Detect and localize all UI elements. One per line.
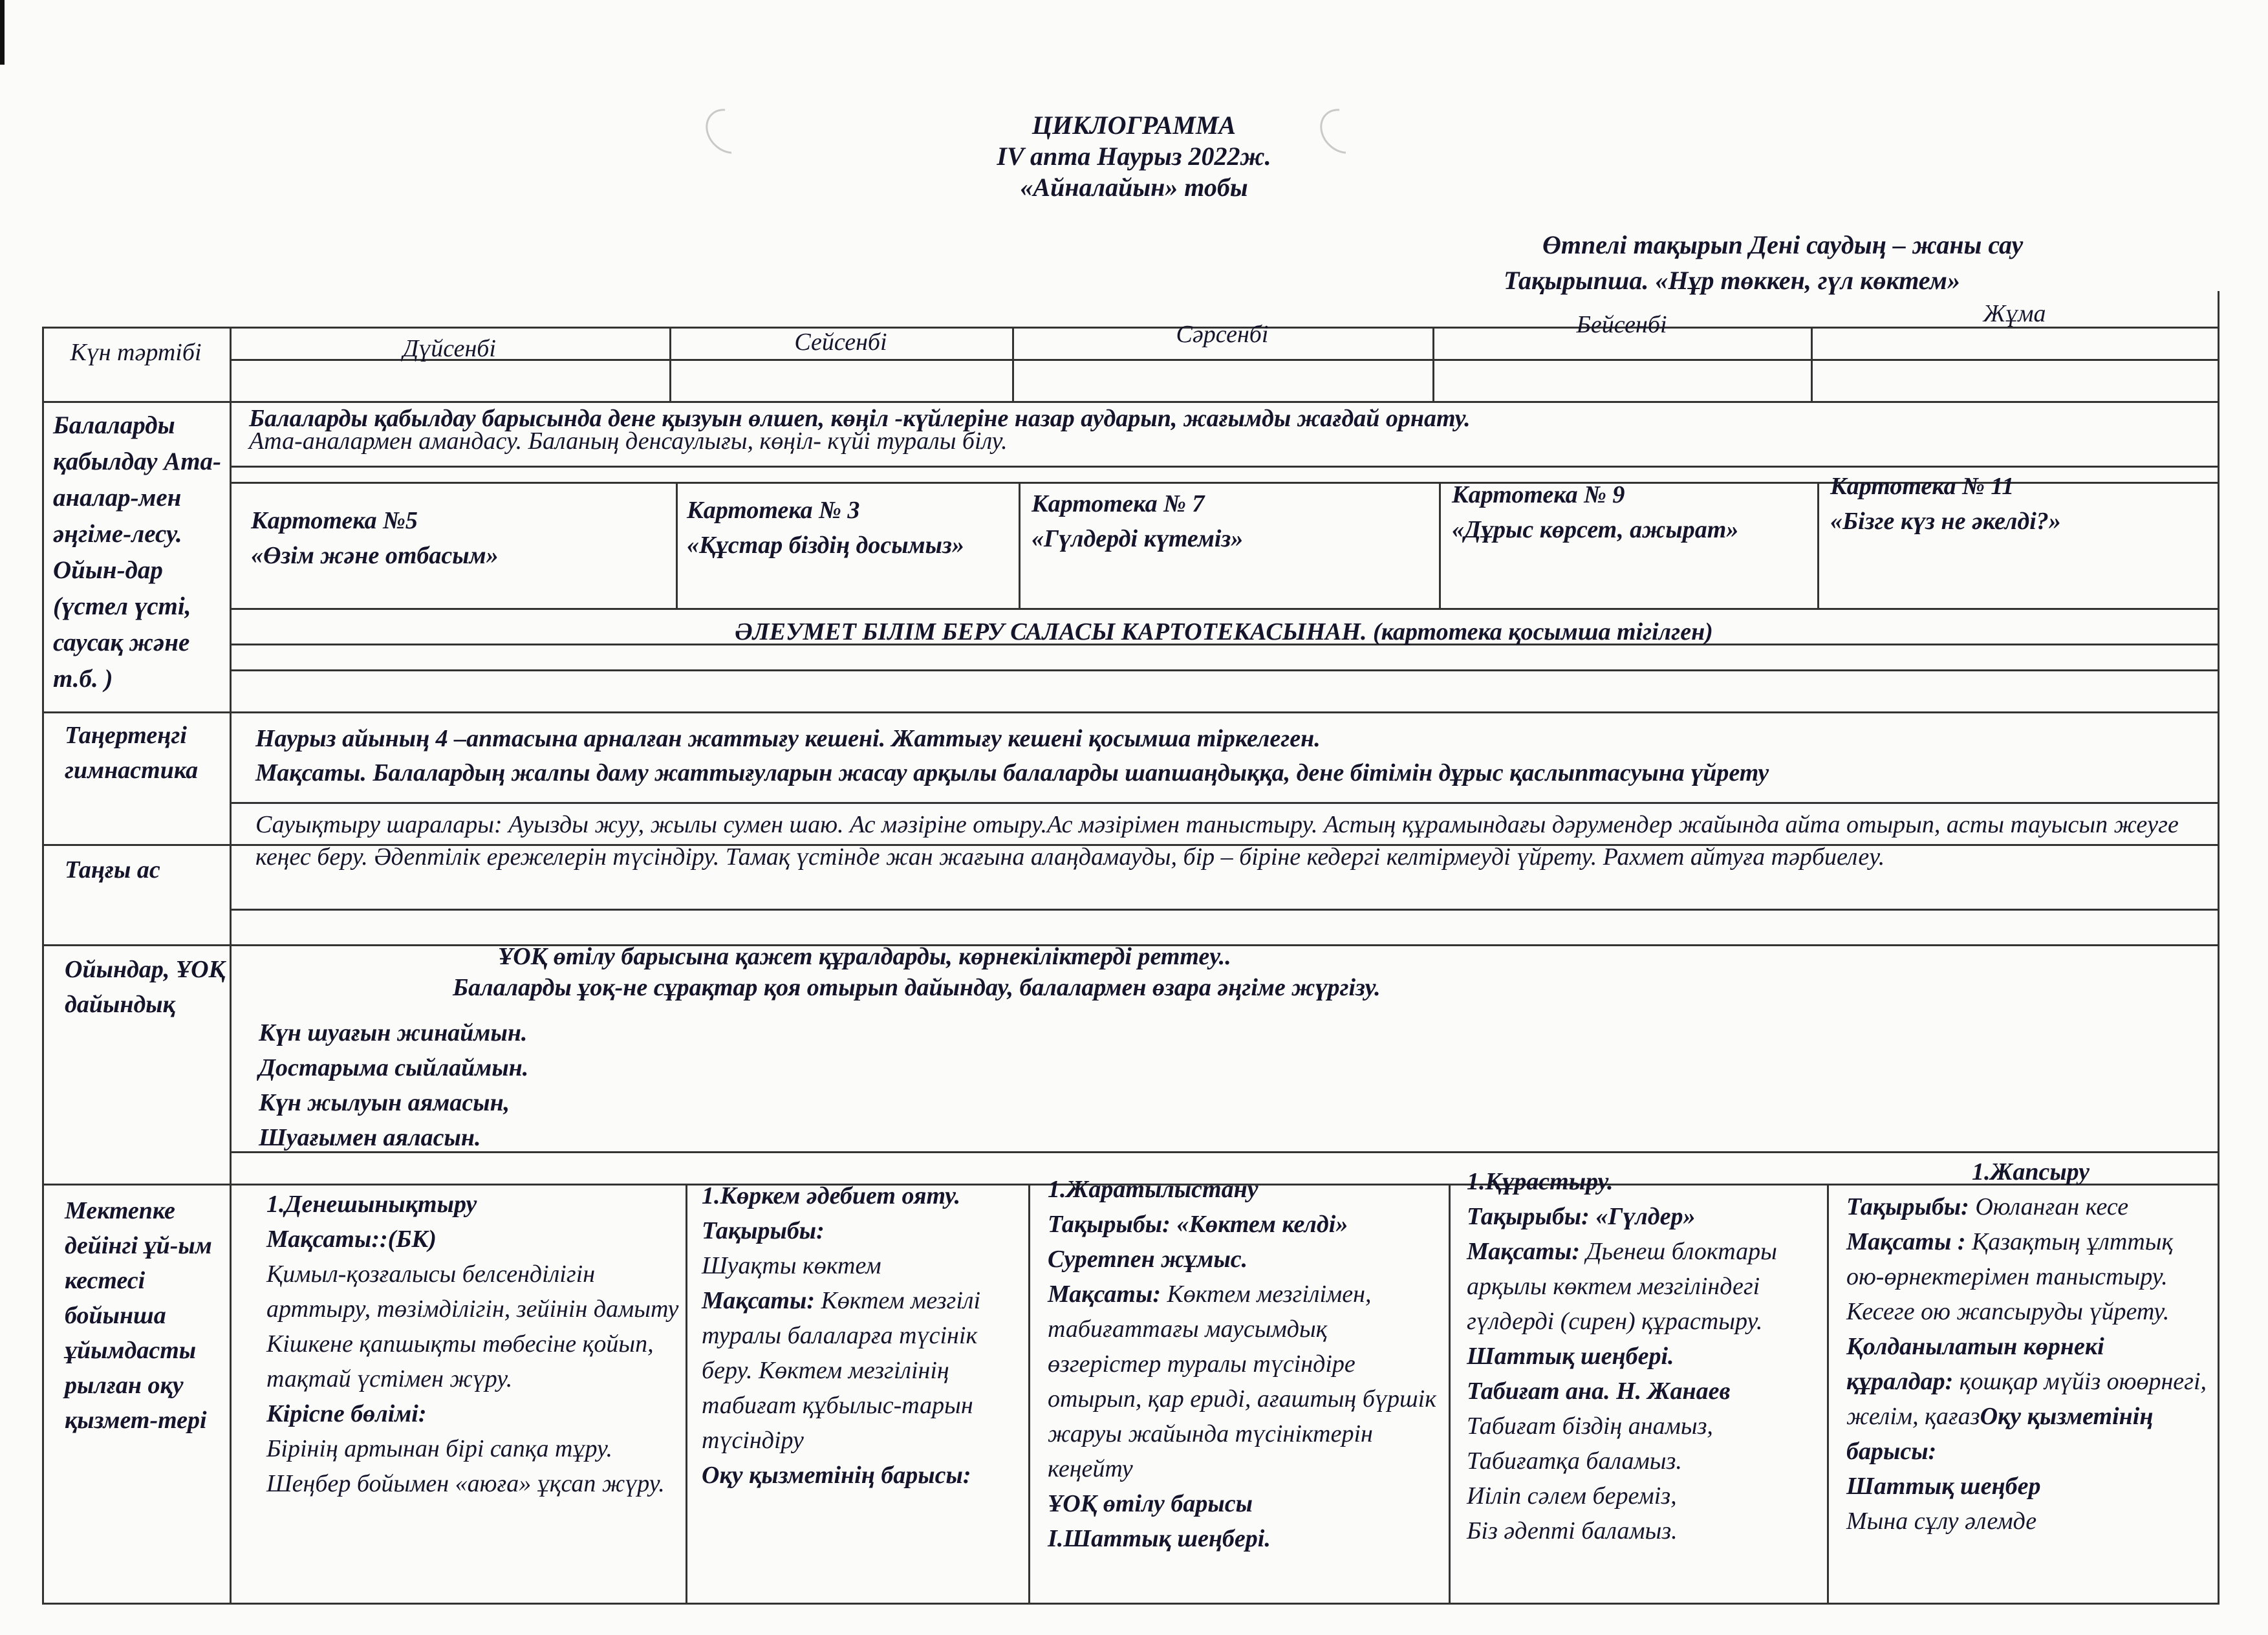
poem-line: Күн жылуын аямасын, (259, 1089, 510, 1116)
col-header-schedule: Күн тәртібі (70, 339, 202, 366)
poem-line: Біз әдепті баламыз. (1467, 1517, 1678, 1544)
card-title: Картотека № 3 (687, 497, 860, 524)
card-desc: «Құстар біздің досымыз» (687, 532, 964, 559)
activity-section-label: Шаттық шеңбер (1846, 1473, 2041, 1500)
activity-subject: 1.Құрастыру. (1467, 1168, 1614, 1195)
poem-line: Иіліп сәлем береміз, (1467, 1482, 1677, 1510)
activity-materials-label: Қолданылатын көрнекі құралдар: (1846, 1333, 2104, 1395)
activity-text: Бірінің артынан бірі сапқа тұру. (266, 1435, 612, 1462)
activity-goal-label: Мақсаты: (702, 1287, 815, 1314)
card-monday (251, 503, 671, 573)
activity-topic: Оюланған кесе (1969, 1193, 2129, 1220)
activity-topic: Шуақты көктем (702, 1252, 881, 1279)
activity-section-label: Кіріспе бөлімі: (266, 1400, 427, 1427)
gymnastics-text-2: Мақсаты. Балалардың жалпы даму жаттығуларын жасау арқылы балаларды шапшаңдыққа, дене бітімін дұрыс қаслыптасуына үйрету (255, 759, 1769, 786)
card-friday (1830, 469, 2215, 539)
activity-progress-label: Оқу қызметінің барысы: (702, 1462, 971, 1489)
activity-text: Шеңбер бойымен «аюға» ұқсап жүру. (266, 1470, 665, 1497)
activity-section-label: І.Шаттық шеңбері. (1048, 1525, 1271, 1552)
activity-topic: Тақырыбы: «Көктем келді» (1048, 1211, 1348, 1238)
activity-subject: 1.Денешынықтыру (266, 1191, 477, 1218)
activity-goal-text: Дьенеш блоктары арқылы көктем мезгіліндегі гүлдерді (сирен) құрастыру. (1467, 1238, 1777, 1335)
games-poem (259, 1015, 905, 1155)
card-desc: «Бізге күз не әкелді?» (1830, 508, 2061, 535)
col-header-friday: Жұма (1983, 300, 2046, 327)
activity-goal-label: Мақсаты: (1048, 1281, 1161, 1308)
card-title: Картотека № 11 (1830, 473, 2014, 500)
activity-tuesday (702, 1178, 1025, 1493)
poem-line: Достарыма сыйлаймын. (259, 1054, 529, 1081)
col-header-wednesday: Сәрсенбі (1176, 321, 1269, 348)
activity-goal-label: Мақсаты::(БК) (266, 1226, 437, 1253)
activity-progress-label: ҰОҚ өтілу барысы (1048, 1490, 1253, 1517)
col-header-thursday: Бейсенбі (1576, 311, 1667, 338)
social-note: ӘЛЕУМЕТ БІЛІМ БЕРУ САЛАСЫ КАРТОТЕКАСЫНАН. (картотека қосымша тігілген) (735, 618, 1713, 645)
activity-topic: Тақырыбы: «Гүлдер» (1467, 1203, 1696, 1230)
activity-subject: 1.Жапсыру (1971, 1158, 2090, 1186)
reception-text-1: Балаларды қабылдау барысында дене қызуын өлшеп, көңіл -күйлеріне назар аударып, жағымды жағдай орнату. (249, 405, 1471, 432)
doc-week: IV апта Наурыз 2022ж. (997, 142, 1271, 171)
card-tuesday (687, 493, 1013, 563)
activity-goal-label: Мақсаты: (1467, 1238, 1580, 1265)
activity-goal-text: Көктем мезгілімен, табиғаттағы маусымдық өзгерістер туралы түсіндіре отырып, қар ериді, ағаштың бүршік жаруы жайында түсініктерін кеңейту (1048, 1281, 1437, 1482)
card-desc: «Өзім және отбасым» (251, 542, 499, 569)
doc-group: «Айналайын» тобы (1020, 173, 1248, 202)
row-label-reception: Балаларды қабылдау Ата-аналар-мен әңгіме-лесу. Ойын-дар (үстел үсті, саусақ және т.б. ) (53, 411, 222, 693)
row-label-activities: Мектепке дейінгі ұй-ым кестесі бойынша ұйымдасты рылған оқу қызмет-тері (65, 1197, 212, 1434)
activity-goal-label: Мақсаты : (1846, 1228, 1966, 1255)
reception-text-2: Ата-аналармен амандасу. Баланың денсаулығы, көңіл- күйі туралы білу. (249, 428, 1008, 455)
games-text-2: Балаларды ұоқ-не сұрақтар қоя отырып дайындау, балалармен өзара әңгіме жүргізу. (453, 974, 1381, 1001)
activity-materials-text: қошқар мүйіз оюөрнегі, желім, қағаз (1846, 1368, 2207, 1430)
subtheme-line: Тақырыпша. «Нұр төккен, гүл көктем» (1504, 266, 1960, 295)
poem-title: Табиғат ана. Н. Жанаев (1467, 1378, 1731, 1405)
activity-goal-text: Көктем мезгілі туралы балаларға түсінік беру. Көктем мезгілінің табиғат құбылыс-тарын түсіндіру (702, 1287, 981, 1454)
card-wednesday (1031, 486, 1432, 556)
row-label-games: Ойындар, ҰОҚ дайындық (65, 956, 226, 1018)
card-title: Картотека № 9 (1452, 481, 1625, 508)
poem-line: Күн шуағын жинаймын. (259, 1019, 528, 1046)
activity-wednesday (1048, 1172, 1445, 1556)
games-text-1: ҰОҚ өтілу барысына қажет құралдарды, көрнекіліктерді реттеу.. (498, 943, 1231, 970)
activity-section-label: Шаттық шеңбері. (1467, 1343, 1674, 1370)
activity-topic-label: Тақырыбы: (702, 1217, 825, 1244)
row-label-breakfast: Таңғы ас (65, 856, 160, 883)
poem-line: Табиғатқа баламыз. (1467, 1447, 1682, 1475)
activity-monday (266, 1187, 680, 1501)
activity-friday (1846, 1154, 2215, 1539)
activity-topic-label: Тақырыбы: (1846, 1193, 1969, 1220)
col-header-monday: Дүйсенбі (403, 335, 496, 362)
theme-line: Өтпелі тақырып Дені саудың – жаны сау (1542, 230, 2024, 259)
card-thursday (1452, 477, 1814, 547)
doc-title: ЦИКЛОГРАММА (1031, 111, 1237, 140)
col-header-tuesday: Сейсенбі (794, 329, 887, 356)
activity-method: Суретпен жұмыс. (1048, 1246, 1248, 1273)
card-desc: «Дұрыс көрсет, ажырат» (1452, 516, 1739, 543)
activity-progress-label: Оқу қызметінің барысы: (1846, 1403, 2154, 1465)
activity-goal-text: Қазақтың ұлттық ою-өрнектерімен таныстыру. Кесеге ою жапсыруды үйрету. (1846, 1228, 2174, 1325)
activity-thursday (1467, 1164, 1826, 1548)
card-desc: «Гүлдерді күтеміз» (1031, 525, 1244, 552)
poem-line: Шуағымен аяласын. (259, 1124, 481, 1151)
scan-edge-mark (0, 0, 5, 65)
gymnastics-text-1: Наурыз айының 4 –аптасына арналған жаттығу кешені. Жаттығу кешені қосымша тіркелеген. (255, 725, 1321, 752)
breakfast-text: Сауықтыру шаралары: Ауызды жуу, жылы сумен шаю. Ас мәзіріне отыру.Ас мәзірімен таныстыру. Астың құрамындағы дәрумендер жайында айта отырып, асты тауысып жеуге кеңес беру. Әдептілік ережелерін түсіндіру. Тамақ үстінде жан жағына алаңдамауды, бір – біріне кедергі келтірмеуді үйрету. Рахмет айтуға тәрбиелеу. (255, 811, 2179, 871)
activity-subject: 1.Жаратылыстану (1048, 1176, 1258, 1203)
activity-subject: 1.Көркем әдебиет ояту. (702, 1182, 961, 1209)
row-label-gymnastics: Таңертеңгі гимнастика (65, 722, 199, 784)
card-title: Картотека №5 (251, 507, 418, 534)
poem-line: Табиғат біздің анамыз, (1467, 1413, 1713, 1440)
card-title: Картотека № 7 (1031, 490, 1205, 517)
poem-line: Мына сұлу әлемде (1846, 1508, 2037, 1535)
activity-goal-text: Қимыл-қозғалысы белсенділігін арттыру, төзімділігін, зейінін дамыту Кішкене қапшықты төбесіне қойып, тақтай үстімен жүру. (266, 1261, 679, 1392)
